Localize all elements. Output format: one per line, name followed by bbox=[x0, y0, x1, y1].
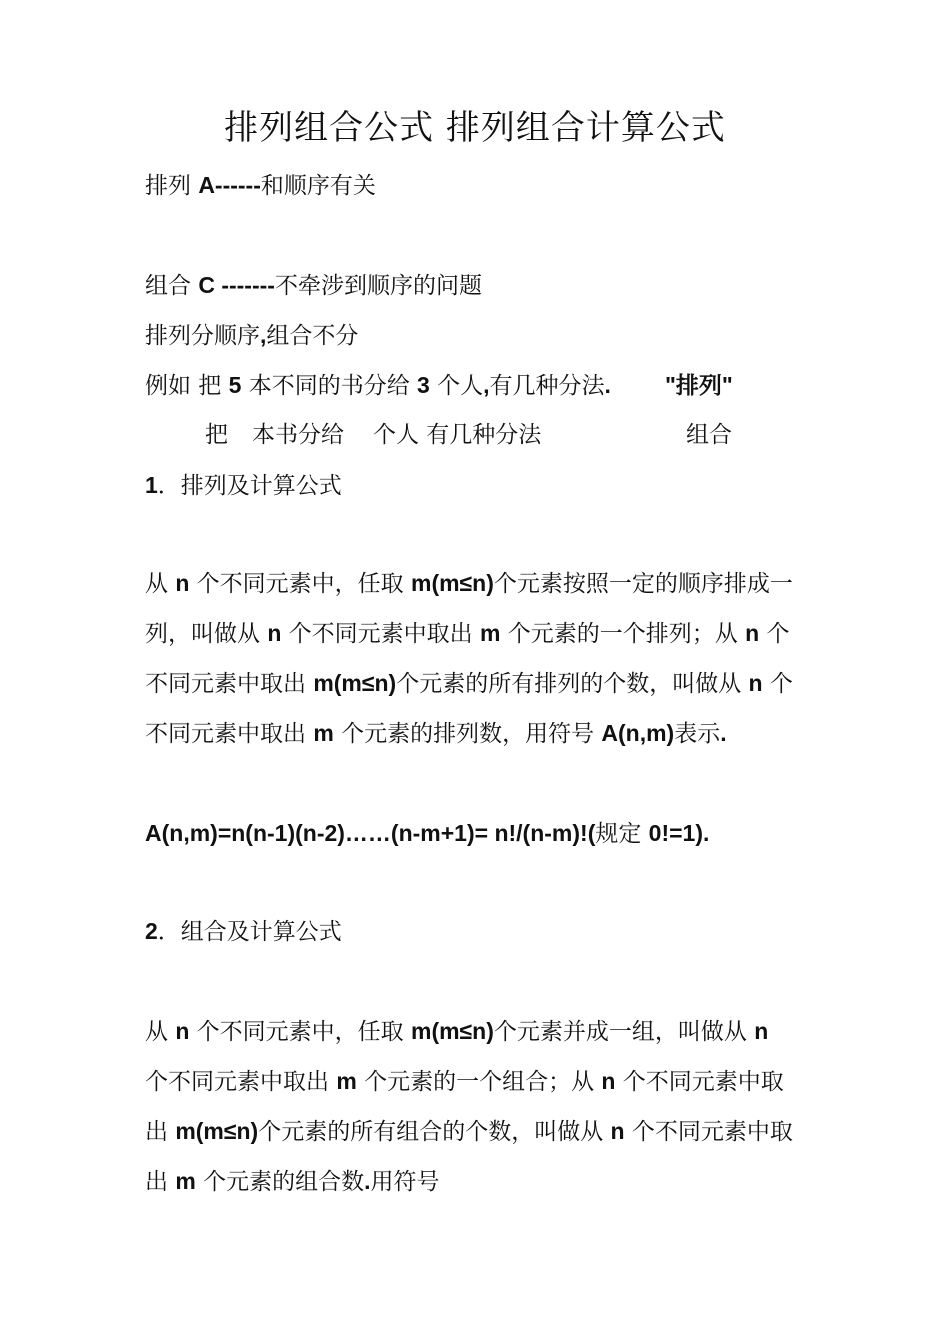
definition-permutation: 排列 A------和顺序有关 bbox=[145, 172, 376, 199]
permutation-paragraph-line-1: 从 n 个不同元素中，任取 m(m≤n)个元素按照一定的顺序排成一 bbox=[145, 570, 793, 597]
combination-paragraph-line-1: 从 n 个不同元素中，任取 m(m≤n)个元素并成一组，叫做从 n bbox=[145, 1018, 769, 1045]
permutation-paragraph-line-2: 列，叫做从 n 个不同元素中取出 m 个元素的一个排列；从 n 个 bbox=[145, 620, 790, 647]
permutation-paragraph-line-4: 不同元素中取出 m 个元素的排列数，用符号 A(n,m)表示. bbox=[145, 720, 727, 747]
definition-combination: 组合 C -------不牵涉到顺序的问题 bbox=[145, 272, 482, 299]
combination-paragraph-line-4: 出 m 个元素的组合数.用符号 bbox=[145, 1168, 440, 1195]
page-title: 排列组合公式 排列组合计算公式 bbox=[224, 108, 726, 148]
combination-paragraph-line-2: 个不同元素中取出 m 个元素的一个组合；从 n 个不同元素中取 bbox=[145, 1068, 784, 1095]
section-heading-1: 1．排列及计算公式 bbox=[145, 472, 342, 499]
order-note: 排列分顺序,组合不分 bbox=[145, 322, 359, 349]
example-line: 例如 把 5 本不同的书分给 3 个人,有几种分法. bbox=[145, 372, 611, 399]
combination-paragraph-line-3: 出 m(m≤n)个元素的所有组合的个数，叫做从 n 个不同元素中取 bbox=[145, 1118, 793, 1145]
example-label-permutation: "排列" bbox=[665, 372, 733, 398]
permutation-paragraph-line-3: 不同元素中取出 m(m≤n)个元素的所有排列的个数，叫做从 n 个 bbox=[145, 670, 793, 697]
example-line-2-b: 本书分给 bbox=[252, 422, 344, 448]
section-heading-2: 2．组合及计算公式 bbox=[145, 918, 342, 945]
example-line-2-a: 把 bbox=[205, 422, 228, 448]
example-line-2-c: 个人 有几种分法 bbox=[373, 422, 542, 448]
example-label-combination: 组合 bbox=[686, 422, 732, 448]
permutation-formula: A(n,m)=n(n-1)(n-2)……(n-m+1)= n!/(n-m)!(规定 0!=1). bbox=[145, 820, 710, 847]
